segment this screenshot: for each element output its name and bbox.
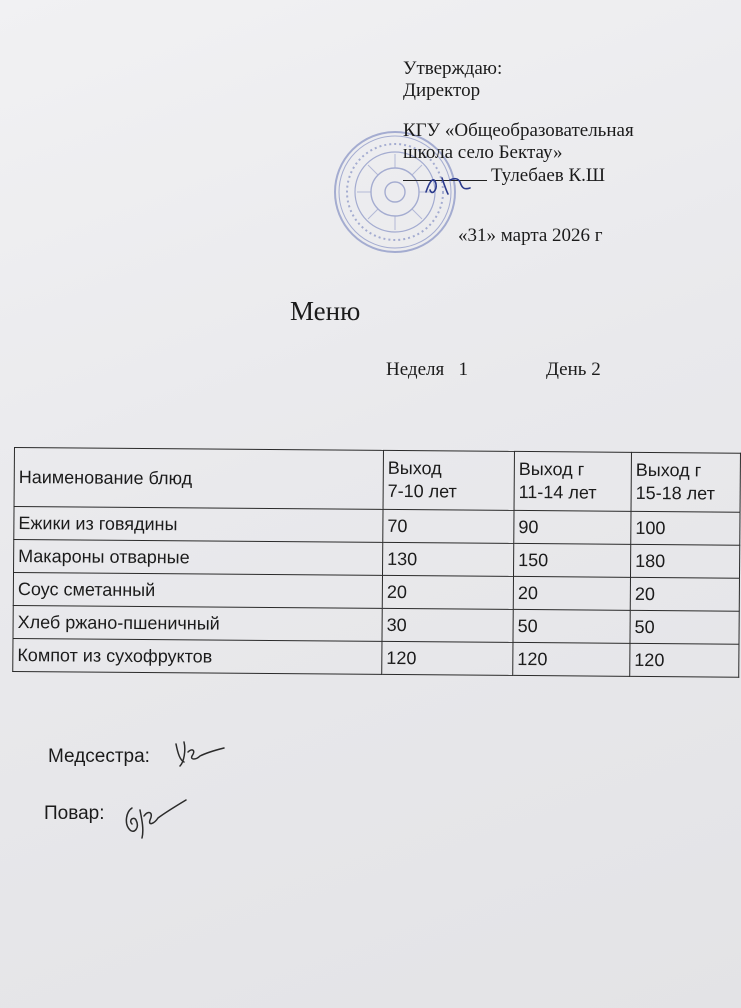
approval-signer: Тулебаев К.Ш (491, 165, 606, 186)
menu-table (12, 447, 741, 678)
approval-org-line2: школа село Бектау» (403, 142, 563, 163)
portion-cell: 20 (382, 575, 513, 609)
portion-cell: 150 (513, 543, 630, 577)
nurse-label: Медсестра: (48, 746, 150, 767)
table-row (13, 638, 739, 677)
portion-cell: 180 (630, 544, 739, 578)
nurse-signature (170, 736, 230, 770)
approval-heading: Утверждаю: (403, 58, 503, 79)
portion-cell: 50 (630, 610, 739, 644)
portion-cell: 20 (630, 577, 739, 611)
week-day-line (386, 359, 601, 381)
header-portion-11-14: Выход г 11-14 лет (514, 451, 631, 511)
approval-block (403, 58, 634, 246)
portion-cell: 130 (383, 542, 514, 576)
portion-cell: 120 (630, 643, 739, 677)
portion-cell: 70 (383, 509, 514, 543)
approval-org-line1: КГУ «Общеобразовательная (403, 120, 634, 141)
portion-cell: 100 (631, 511, 740, 545)
page-title: Меню (290, 296, 361, 326)
dish-name-cell: Ежики из говядины (14, 507, 383, 543)
header-dish-name: Наименование блюд (14, 448, 383, 510)
dish-name-cell: Хлеб ржано-пшеничный (13, 605, 382, 641)
portion-cell: 120 (513, 642, 630, 676)
table-header-row (14, 448, 740, 513)
dish-name-cell: Соус сметанный (13, 573, 382, 609)
header-portion-15-18: Выход г 15-18 лет (631, 452, 740, 512)
header-portion-7-10: Выход 7-10 лет (383, 450, 514, 510)
day-label: День 2 (545, 359, 601, 380)
cook-signature (118, 790, 190, 842)
dish-name-cell: Компот из сухофруктов (13, 638, 382, 674)
dish-name-cell: Макароны отварные (14, 540, 383, 576)
portion-cell: 50 (513, 609, 630, 643)
portion-cell: 20 (513, 576, 630, 610)
week-label: Неделя 1 (386, 359, 468, 380)
cook-label: Повар: (44, 803, 105, 824)
portion-cell: 90 (514, 510, 631, 544)
approval-position: Директор (403, 80, 481, 101)
director-signature (420, 170, 480, 200)
portion-cell: 30 (382, 608, 513, 642)
approval-date: «31» марта 2026 г (458, 225, 603, 246)
portion-cell: 120 (382, 641, 513, 675)
